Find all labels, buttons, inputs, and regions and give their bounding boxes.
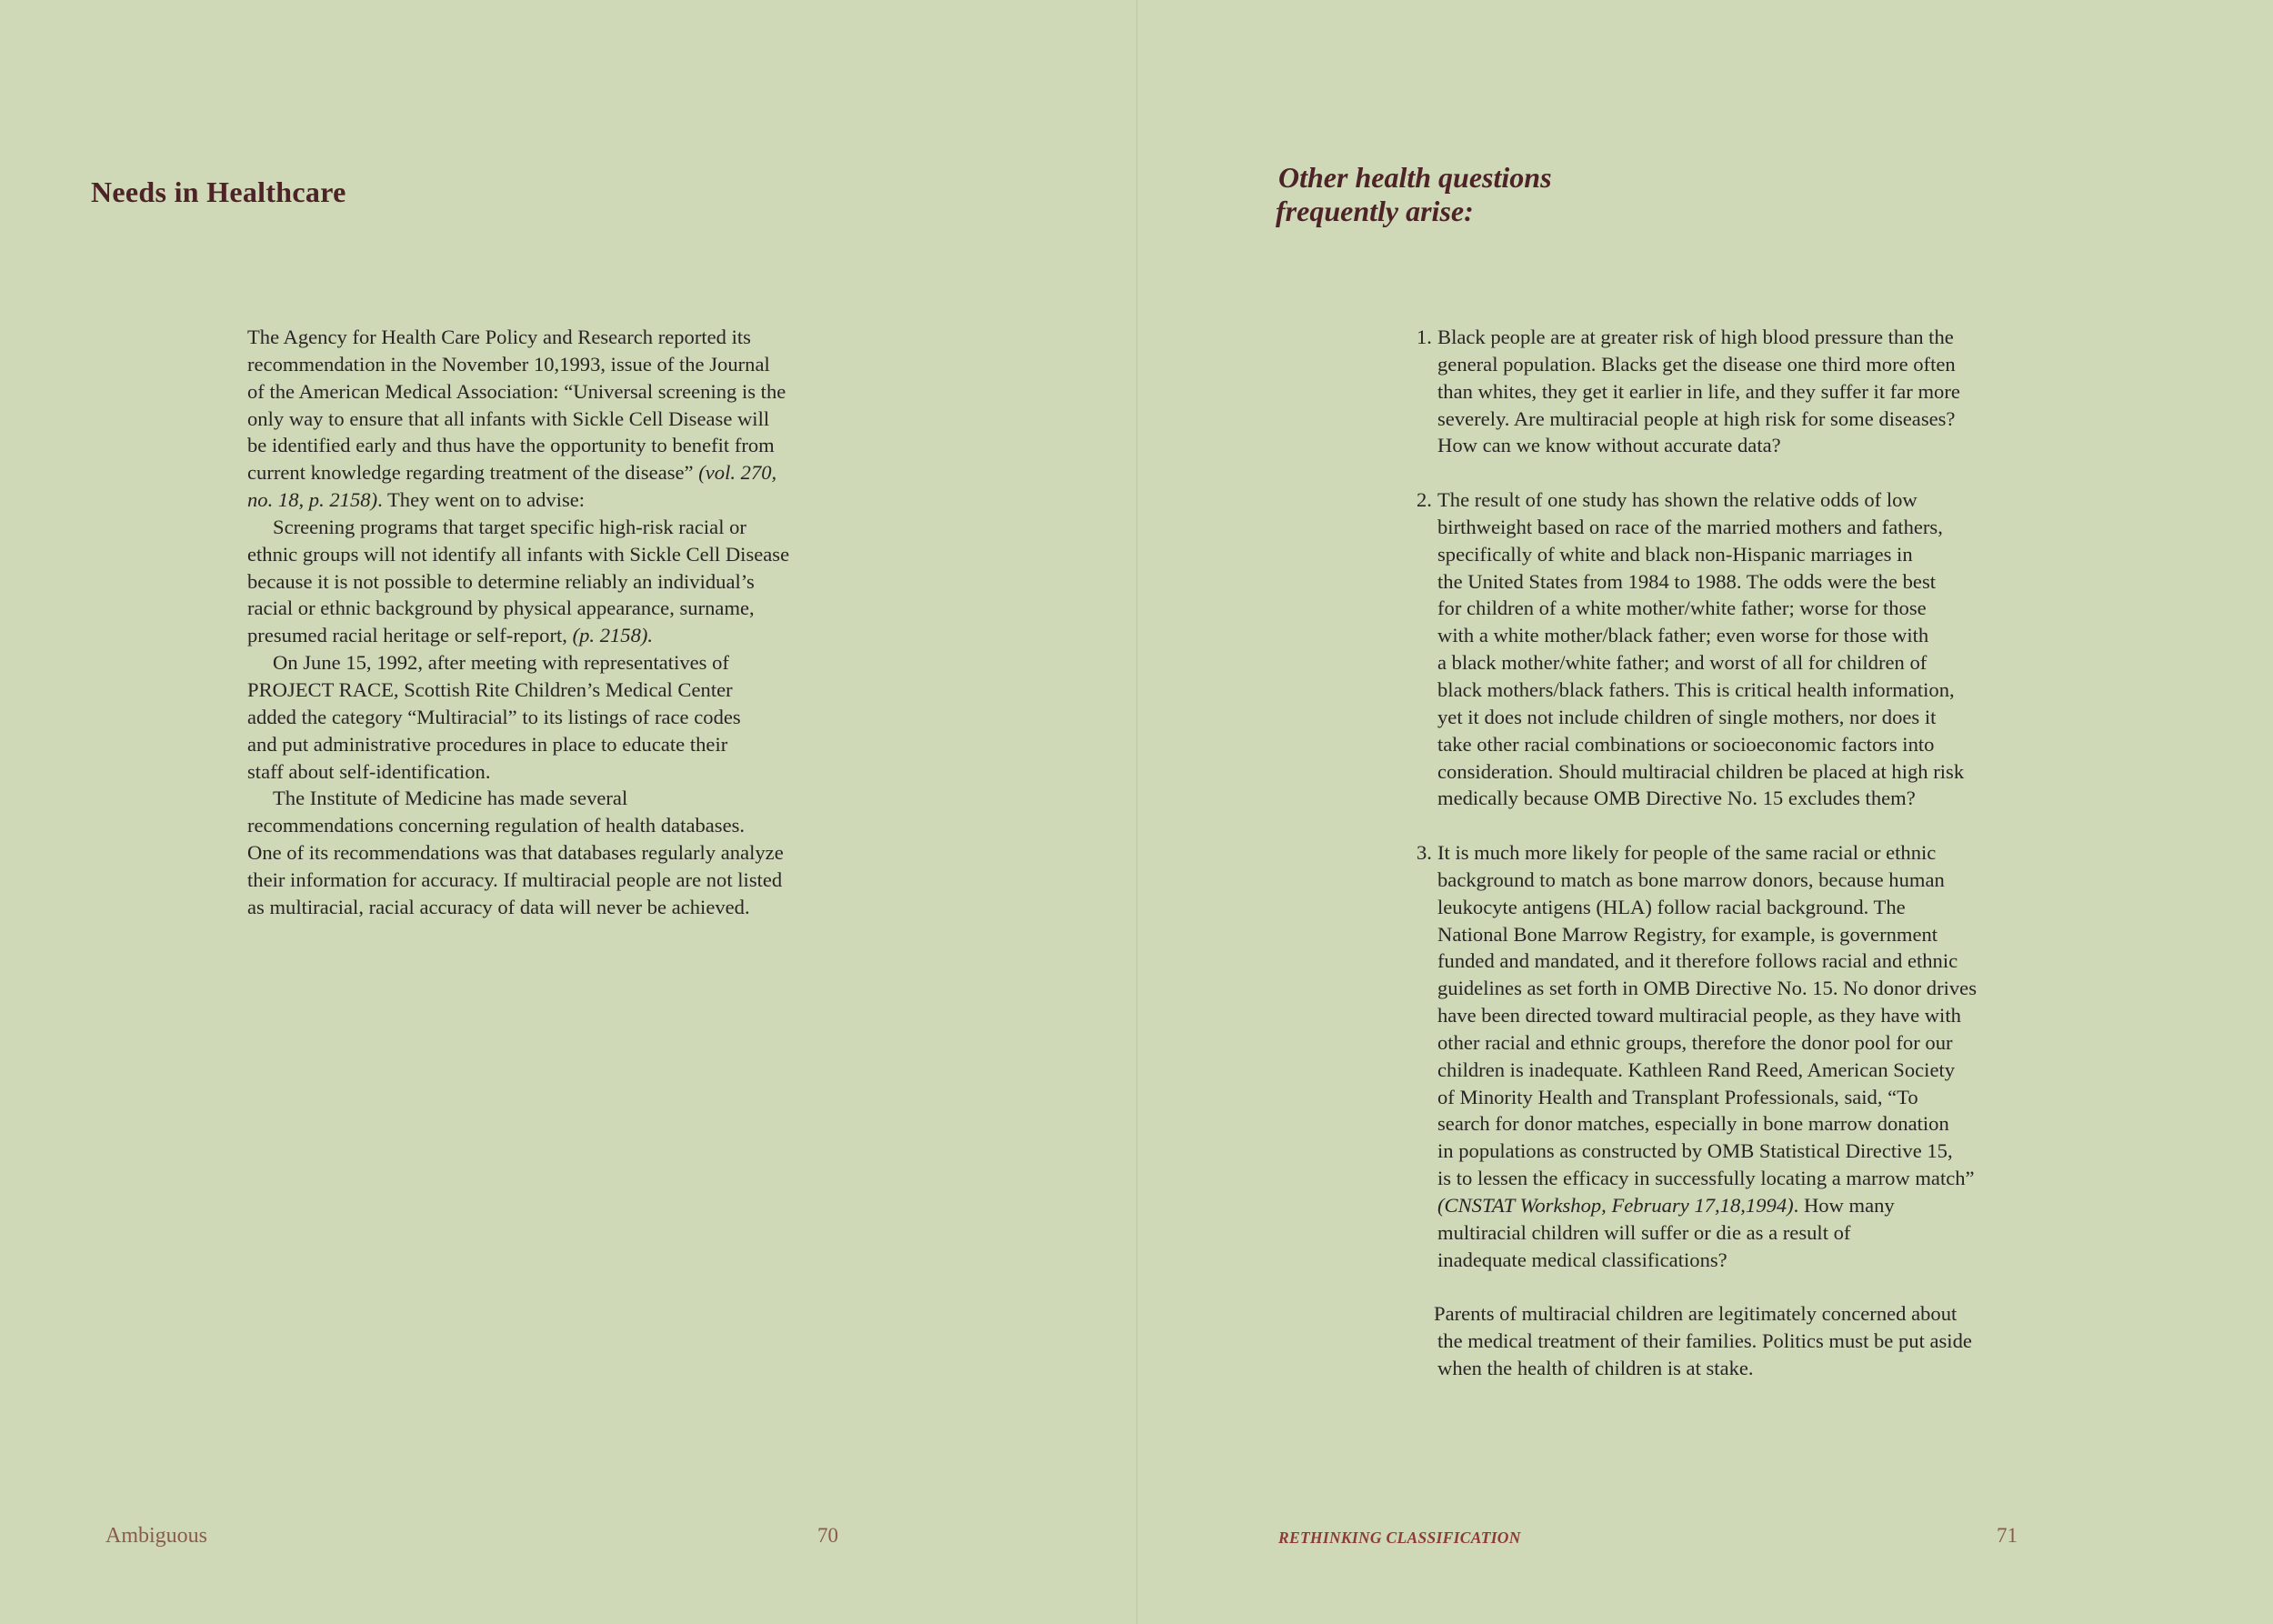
body-line: recommendation in the November 10,1993, issue of the Journal: [247, 352, 770, 376]
body-line: Black people are at greater risk of high blood pressure than the: [1437, 326, 1954, 348]
citation: (vol. 270,: [698, 461, 777, 485]
body-line: children is inadequate. Kathleen Rand Reed, American Society: [1437, 1058, 1956, 1081]
health-questions-list: [1417, 324, 2053, 1382]
heading-line: frequently arise:: [1276, 195, 1474, 227]
body-line: birthweight based on race of the married mothers and fathers,: [1437, 515, 1943, 538]
body-line: ethnic groups will not identify all infants with Sickle Cell Disease: [247, 542, 790, 566]
body-line: The Institute of Medicine has made several: [273, 787, 628, 810]
body-line: the medical treatment of their families. Politics must be put aside: [1437, 1329, 1972, 1353]
citation: no. 18, p. 2158): [247, 488, 378, 512]
body-line: added the category “Multiracial” to its listings of race codes: [247, 705, 741, 728]
left-page: [0, 0, 1136, 1624]
body-line: PROJECT RACE, Scottish Rite Children’s Medical Center: [247, 677, 733, 701]
body-line: Parents of multiracial children are legitimately concerned about: [1434, 1302, 1958, 1326]
body-line: [247, 459, 789, 486]
body-line: It is much more likely for people of the same racial or ethnic: [1437, 841, 1937, 865]
body-line: and put administrative procedures in place to educate their: [247, 732, 728, 756]
citation: (CNSTAT Workshop, February 17,18,1994): [1437, 1194, 1794, 1217]
body-line: general population. Blacks get the disease one third more often: [1437, 352, 1956, 376]
heading-line: Other health questions: [1278, 161, 1552, 194]
body-line: [247, 622, 789, 649]
body-line: The result of one study has shown the relative odds of low: [1437, 488, 1918, 512]
list-number: 2.: [1417, 488, 1432, 512]
body-line: multiracial children will suffer or die as a result of: [1437, 1220, 1851, 1244]
right-page-heading: [1278, 161, 1552, 228]
left-page-body: [247, 324, 789, 921]
running-footer-title: Ambiguous: [105, 1524, 208, 1548]
body-line: take other racial combinations or socioeconomic factors into: [1437, 732, 1935, 756]
body-line: their information for accuracy. If multiracial people are not listed: [247, 867, 783, 891]
body-line: black mothers/black fathers. This is critical health information,: [1437, 677, 1955, 701]
body-line: as multiracial, racial accuracy of data will never be achieved.: [247, 895, 750, 918]
right-page: [1137, 0, 2273, 1624]
body-line: How can we know without accurate data?: [1437, 434, 1781, 457]
body-line: with a white mother/black father; even worse for those with: [1437, 624, 1929, 647]
closing-paragraph: [1417, 1300, 2053, 1382]
body-line: have been directed toward multiracial people, as they have with: [1437, 1004, 1961, 1028]
body-line: Screening programs that target specific high-risk racial or: [273, 515, 746, 538]
body-line: One of its recommendations was that databases regularly analyze: [247, 841, 784, 865]
body-line: background to match as bone marrow donors, because human: [1437, 867, 1945, 891]
body-line: racial or ethnic background by physical appearance, surname,: [247, 596, 755, 620]
list-number: 1.: [1417, 326, 1432, 348]
body-line: search for donor matches, especially in bone marrow donation: [1437, 1112, 1949, 1136]
body-line: is to lessen the efficacy in successfully locating a marrow match”: [1437, 1167, 1975, 1190]
body-line: other racial and ethnic groups, therefore the donor pool for our: [1437, 1030, 1953, 1054]
body-line: only way to ensure that all infants with Sickle Cell Disease will: [247, 406, 770, 430]
page-number: 70: [817, 1524, 838, 1547]
body-line: severely. Are multiracial people at high risk for some diseases?: [1437, 406, 1956, 430]
body-line: The Agency for Health Care Policy and Research reported its: [247, 326, 751, 348]
body-line: On June 15, 1992, after meeting with representatives of: [273, 651, 729, 675]
body-line: be identified early and thus have the opportunity to benefit from: [247, 434, 775, 457]
running-footer-title: RETHINKING CLASSIFICATION: [1278, 1529, 1521, 1547]
body-line: inadequate medical classifications?: [1437, 1248, 1727, 1271]
body-line: specifically of white and black non-Hispanic marriages in: [1437, 542, 1913, 566]
body-line: [1437, 1192, 2053, 1219]
citation: (p. 2158).: [572, 624, 654, 647]
list-item: [1417, 486, 2053, 812]
body-line: leukocyte antigens (HLA) follow racial background. The: [1437, 895, 1906, 918]
body-text: . They went on to advise:: [377, 488, 586, 512]
list-number: 3.: [1417, 841, 1432, 865]
body-line: of the American Medical Association: “Universal screening is the: [247, 379, 786, 403]
body-line: guidelines as set forth in OMB Directive No. 15. No donor drives: [1437, 977, 1977, 1000]
body-text: presumed racial heritage or self-report,: [247, 624, 567, 647]
body-line: staff about self-identification.: [247, 759, 491, 783]
body-line: because it is not possible to determine reliably an individual’s: [247, 569, 755, 593]
body-line: consideration. Should multiracial children be placed at high risk: [1437, 759, 1965, 783]
body-line: funded and mandated, and it therefore follows racial and ethnic: [1437, 949, 1958, 973]
list-item: [1417, 324, 2053, 459]
body-line: medically because OMB Directive No. 15 excludes them?: [1437, 787, 1916, 810]
body-line: yet it does not include children of single mothers, nor does it: [1437, 705, 1937, 728]
body-line: the United States from 1984 to 1988. The odds were the best: [1437, 569, 1937, 593]
body-line: than whites, they get it earlier in life, and they suffer it far more: [1437, 379, 1960, 403]
body-line: when the health of children is at stake.: [1437, 1357, 1754, 1380]
left-page-heading: Needs in Healthcare: [91, 175, 346, 208]
body-line: in populations as constructed by OMB Statistical Directive 15,: [1437, 1139, 1953, 1163]
body-line: of Minority Health and Transplant Professionals, said, “To: [1437, 1085, 1918, 1108]
body-line: a black mother/white father; and worst of all for children of: [1437, 651, 1928, 675]
page-number: 71: [1997, 1524, 2018, 1547]
body-line: for children of a white mother/white father; worse for those: [1437, 596, 1927, 620]
body-line: National Bone Marrow Registry, for example, is government: [1437, 922, 1938, 946]
list-item: [1417, 839, 2053, 1274]
body-text: current knowledge regarding treatment of the disease”: [247, 461, 694, 485]
body-line: recommendations concerning regulation of health databases.: [247, 814, 746, 837]
body-text: . How many: [1793, 1194, 1895, 1217]
body-line: [247, 486, 789, 514]
